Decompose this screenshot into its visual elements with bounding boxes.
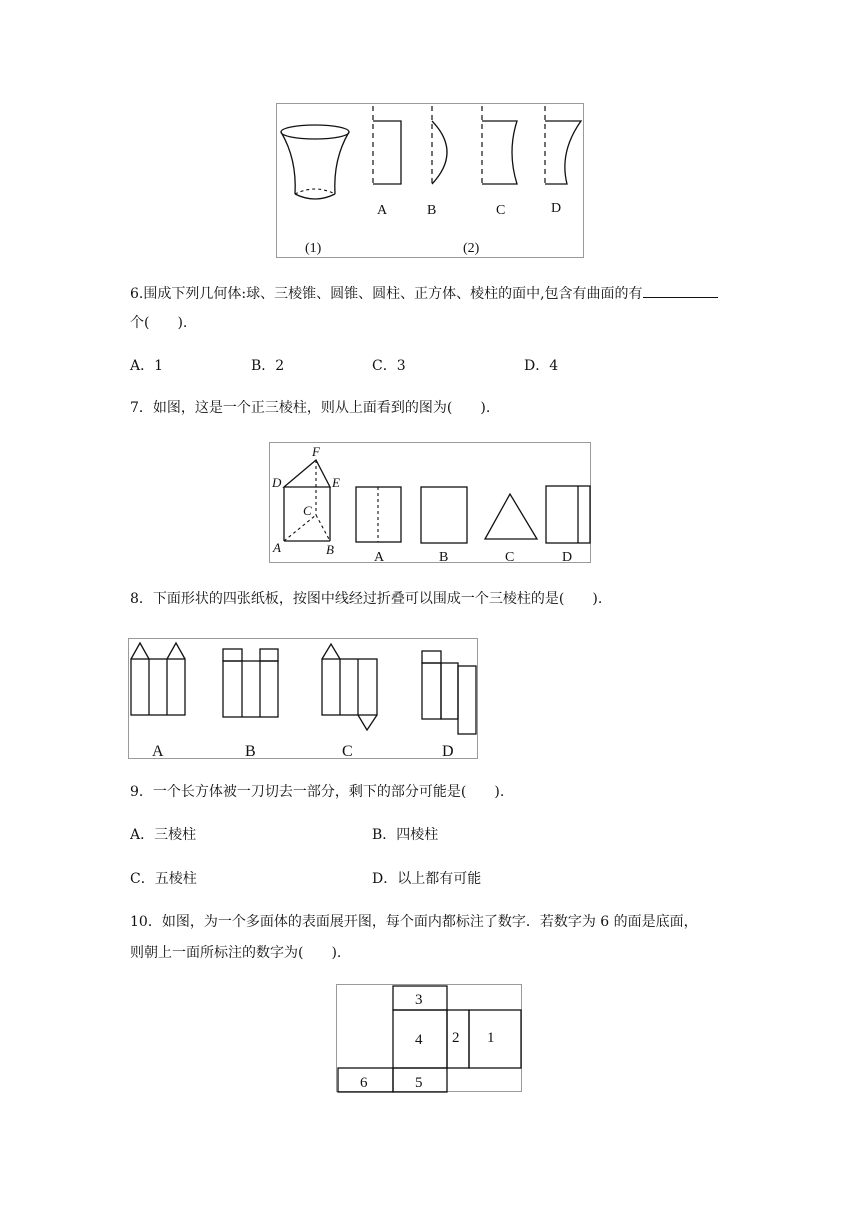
q8-option-a: A [152,743,164,760]
q9-option-b[interactable]: B．四棱柱 [372,827,439,843]
q10-face-1: 1 [487,1030,495,1046]
q9-option-d[interactable]: D．以上都有可能 [372,871,482,887]
q6-stem-text: 6.围成下列几何体:球、三棱锥、圆锥、圆柱、正方体、棱柱的面中,包含有曲面的有 [130,286,643,302]
q10-face-2: 2 [452,1030,460,1046]
q7-option-a: A [374,550,385,564]
q5-figure-drawing [277,104,585,259]
q9-option-c[interactable]: C．五棱柱 [130,871,197,887]
q5-label-2: (2) [463,241,480,256]
q10-face-5: 5 [415,1075,423,1091]
q5-figure [276,103,584,258]
q6-stem-tail: 个( ). [130,315,188,331]
q8-figure [128,638,478,759]
q5-option-d: D [551,201,562,216]
q8-option-d: D [442,743,454,760]
q8-figure-drawing [129,639,479,760]
q6-option-c[interactable]: C．3 [372,358,406,374]
q7-option-c: C [505,550,515,564]
q7-vertex-b: B [326,542,334,557]
q10-stem-line2: 则朝上一面所标注的数字为( ). [130,945,342,961]
q9-option-a[interactable]: A．三棱柱 [130,827,197,843]
q6-answer-blank[interactable] [643,283,718,298]
q9-stem: 9．一个长方体被一刀切去一部分，剩下的部分可能是( ). [130,784,505,800]
q8-option-b: B [245,743,256,760]
q7-vertex-d: D [272,475,282,490]
q10-face-4: 4 [415,1032,423,1048]
q7-stem: 7．如图，这是一个正三棱柱，则从上面看到的图为( ). [130,400,491,416]
q6-option-d[interactable]: D．4 [524,358,559,374]
q7-figure [269,442,591,563]
q7-vertex-f: F [312,444,320,459]
q6-stem [130,283,718,304]
q6-option-a[interactable]: A．1 [130,358,164,374]
q7-option-b: B [439,550,449,564]
q5-option-c: C [496,203,506,218]
q8-stem: 8．下面形状的四张纸板，按图中线经过折叠可以围成一个三棱柱的是( ). [130,591,603,607]
q7-vertex-c: C [303,503,312,518]
q10-face-6: 6 [360,1075,368,1091]
q7-figure-drawing [270,443,592,564]
q10-figure-drawing [337,985,523,1093]
q7-vertex-e: E [332,475,340,490]
q5-label-1: (1) [305,241,322,256]
q8-option-c: C [342,743,353,760]
q5-option-b: B [427,203,437,218]
q10-figure [336,984,522,1092]
q7-option-d: D [562,550,573,564]
q5-option-a: A [377,203,388,218]
q10-face-3: 3 [415,992,423,1008]
q7-vertex-a: A [273,540,281,555]
q6-option-b[interactable]: B．2 [251,358,285,374]
q10-stem-line1: 10．如图，为一个多面体的表面展开图，每个面内都标注了数字．若数字为 6 的面是底面， [130,914,698,930]
